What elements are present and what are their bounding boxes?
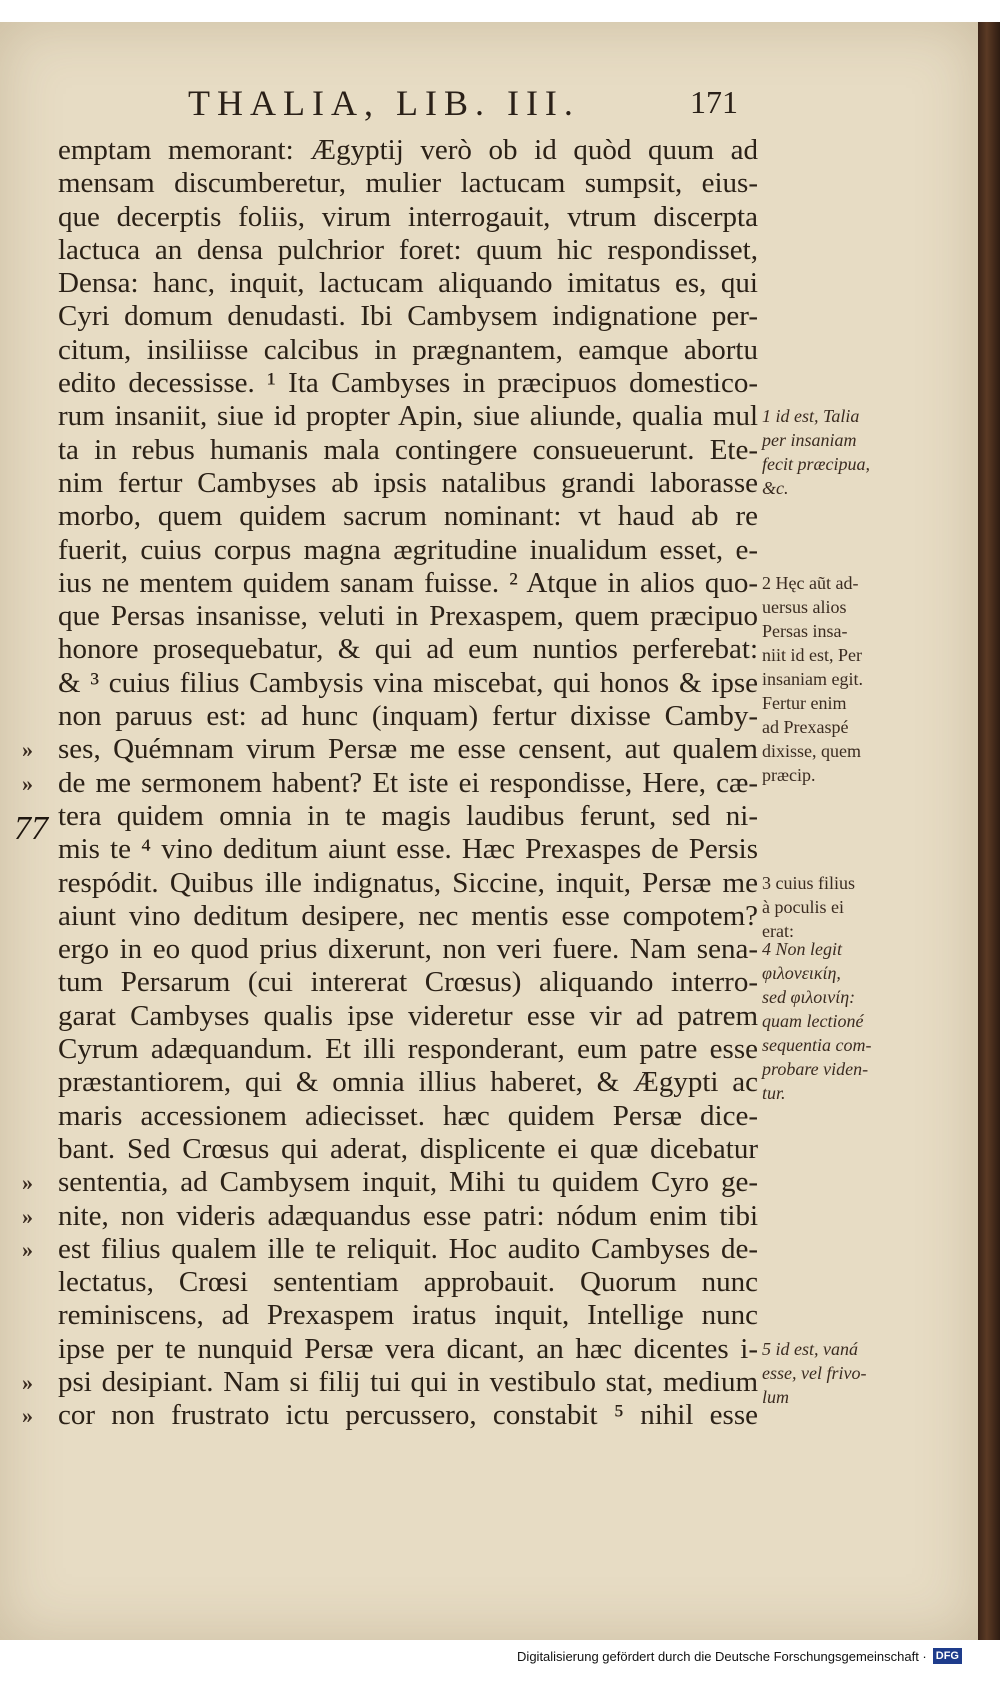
text-line: cor non frustrato ictu percussero, constabit ⁵ nihil esse [58, 1399, 758, 1432]
side-note-line: quam lectioné [762, 1011, 864, 1032]
body-text [58, 134, 758, 1433]
text-line: aiunt vino deditum desipere, nec mentis esse compotem? [58, 899, 758, 932]
quote-mark: » [22, 1403, 33, 1429]
text-line: lectatus, Crœsi sententiam approbauit. Quorum nunc [58, 1266, 758, 1299]
side-note [762, 871, 912, 943]
page-edge [978, 22, 1000, 1640]
side-note-line: ad Prexaspé [762, 716, 849, 737]
text-line: honore prosequebatur, & qui ad eum nuntios perferebat: [58, 633, 758, 666]
text-line: tera quidem omnia in te magis laudibus ferunt, sed ni- [58, 799, 758, 832]
side-note-line: 2 Hęc aũt ad- [762, 572, 859, 593]
text-line: de me sermonem habent? Et iste ei respondisse, Here, cæ- [58, 766, 758, 799]
text-line: præstantiorem, qui & omnia illius haberet, & Ægypti ac [58, 1066, 758, 1099]
handwritten-numeral: 77 [14, 810, 48, 847]
side-note-line: Persas insa- [762, 620, 848, 641]
side-note-line: dixisse, quem [762, 740, 861, 761]
text-line: psi desipiant. Nam si filij tui qui in vestibulo stat, medium [58, 1365, 758, 1398]
text-line: Cyrum adæquandum. Et illi responderant, eum patre esse [58, 1033, 758, 1066]
text-line: bant. Sed Crœsus qui aderat, displicente ei quæ dicebatur [58, 1132, 758, 1165]
text-line: emptam memorant: Ægyptij verò ob id quòd quum ad [58, 134, 758, 166]
side-note [762, 1337, 912, 1409]
side-note-line: sequentia com- [762, 1035, 872, 1056]
side-note-line: 4 Non legit [762, 939, 842, 960]
text-line: fuerit, cuius corpus magna ægritudine inualidum esset, e- [58, 533, 758, 566]
side-note-line: per insaniam [762, 430, 857, 451]
side-note [762, 571, 912, 787]
text-line: ipse per te nunquid Persæ vera dicant, an hæc dicentes i- [58, 1332, 758, 1365]
side-note-line: præcip. [762, 764, 816, 785]
quote-mark: » [22, 737, 33, 763]
footer [517, 1648, 962, 1664]
text-line: edito decessisse. ¹ Ita Cambyses in præcipuos domestico- [58, 367, 758, 400]
side-note-line: 3 cuius filius [762, 872, 855, 893]
quote-mark: » [22, 1236, 33, 1262]
text-line: ergo in eo quod prius dixerunt, non veri fuere. Nam sena- [58, 933, 758, 966]
side-note [762, 937, 912, 1105]
text-line: reminiscens, ad Prexaspem iratus inquit, Intellige nunc [58, 1299, 758, 1332]
text-line: & ³ cuius filius Cambysis vina miscebat, qui honos & ipse [58, 666, 758, 699]
side-note-line: Fertur enim [762, 692, 847, 713]
side-note [762, 404, 912, 500]
text-line: nim fertur Cambyses ab ipsis natalibus grandi laborasse [58, 466, 758, 499]
text-line: mensam discumberetur, mulier lactucam sumpsit, eius- [58, 167, 758, 200]
text-line: ius ne mentem quidem sanam fuisse. ² Atque in alios quo- [58, 566, 758, 599]
text-line: ta in rebus humanis mala contingere consueuerunt. Ete- [58, 433, 758, 466]
text-line: rum insaniit, siue id propter Apin, siue aliunde, qualia mul [58, 400, 758, 433]
text-line: tum Persarum (cui intererat Crœsus) aliquando interro- [58, 966, 758, 999]
text-line: nite, non videris adæquandus esse patri: nódum enim tibi [58, 1199, 758, 1232]
quote-mark: » [22, 1203, 33, 1229]
running-header: THALIA, LIB. III. [188, 83, 580, 123]
side-note-line: 5 id est, vaná [762, 1338, 858, 1359]
side-note-line: sed φιλοινίη: [762, 987, 856, 1008]
text-line: que decerptis foliis, virum interrogauit, vtrum discerpta [58, 200, 758, 233]
text-line: Densa: hanc, inquit, lactucam aliquando imitatus es, qui [58, 267, 758, 300]
quote-mark: » [22, 1370, 33, 1396]
text-line: Cyri domum denudasti. Ibi Cambysem indignatione per- [58, 300, 758, 333]
quote-mark: » [22, 770, 33, 796]
dfg-logo: DFG [933, 1648, 962, 1664]
side-note-line: uersus alios [762, 596, 847, 617]
text-line: mis te ⁴ vino deditum aiunt esse. Hæc Prexaspes de Persis [58, 833, 758, 866]
side-note-line: 1 id est, Talia [762, 406, 860, 427]
side-note-line: à poculis ei [762, 896, 844, 917]
side-note-line: probare viden- [762, 1059, 869, 1080]
text-line: garat Cambyses qualis ipse videretur esse vir ad patrem [58, 999, 758, 1032]
text-line: ses, Quémnam virum Persæ me esse censent, aut qualem [58, 733, 758, 766]
text-line: est filius qualem ille te reliquit. Hoc audito Cambyses de- [58, 1232, 758, 1265]
side-note-line: φιλονεικίη, [762, 963, 841, 984]
text-line: maris accessionem adiecisset. hæc quidem Persæ dice- [58, 1099, 758, 1132]
text-line: que Persas insanisse, veluti in Prexaspem, quem præcipuo [58, 600, 758, 633]
text-line: lactuca an densa pulchrior foret: quum hic respondisset, [58, 233, 758, 266]
side-note-line: insaniam egit. [762, 668, 863, 689]
text-line: sententia, ad Cambysem inquit, Mihi tu quidem Cyro ge- [58, 1166, 758, 1199]
side-note-line: tur. [762, 1083, 786, 1104]
page-number: 171 [690, 84, 738, 120]
side-note-line: esse, vel frivo- [762, 1362, 867, 1383]
side-note-line: fecit præcipua, [762, 454, 870, 475]
side-note-line: erat: [762, 920, 794, 941]
text-line: morbo, quem quidem sacrum nominant: vt haud ab re [58, 500, 758, 533]
side-note-line: &c. [762, 478, 789, 499]
side-note-line: niit id est, Per [762, 644, 862, 665]
text-line: non paruus est: ad hunc (inquam) fertur dixisse Camby- [58, 700, 758, 733]
quote-mark: » [22, 1170, 33, 1196]
text-line: citum, insiliisse calcibus in prægnantem, eamque abortu [58, 333, 758, 366]
footer-credit: Digitalisierung gefördert durch die Deutsche Forschungsgemeinschaft · [517, 1648, 927, 1664]
text-line: respódit. Quibus ille indignatus, Siccine, inquit, Persæ me [58, 866, 758, 899]
side-note-line: lum [762, 1386, 789, 1407]
